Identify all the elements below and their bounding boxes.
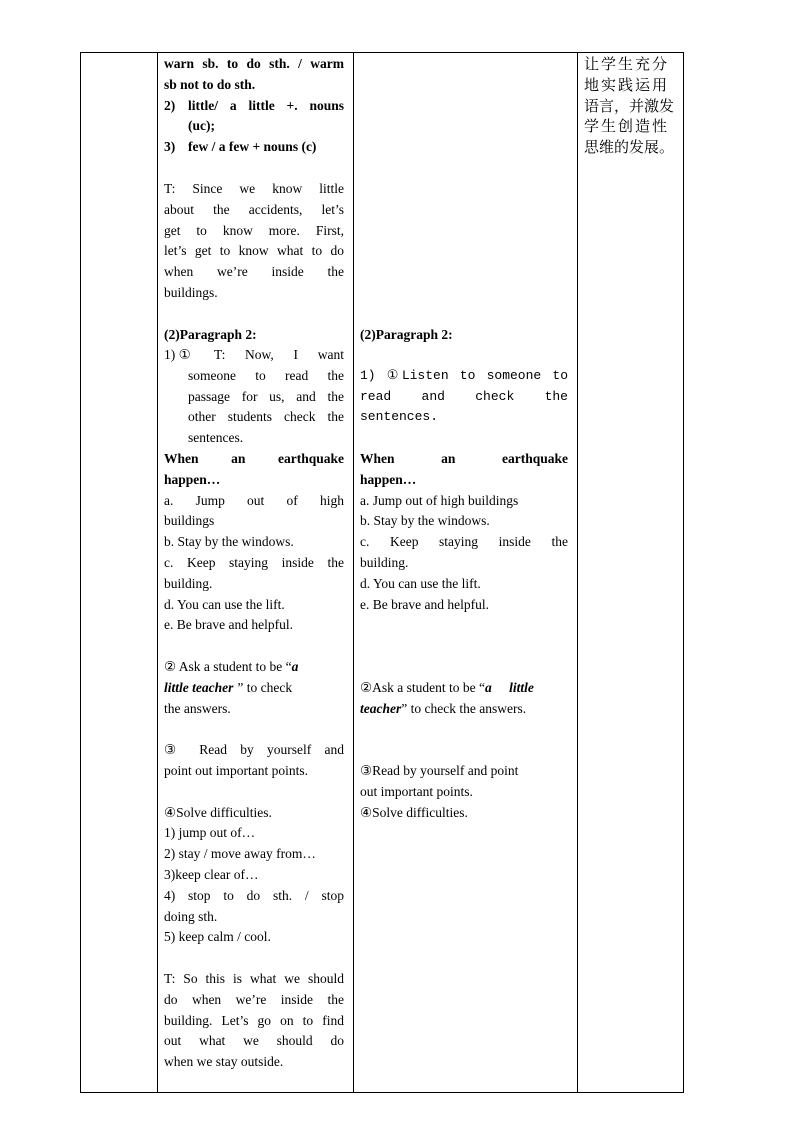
text-line: warn sb. to do sth. / warm bbox=[164, 56, 344, 71]
text-line: read and check the bbox=[360, 389, 568, 404]
text-line: about the accidents, let’s bbox=[164, 202, 344, 217]
text-line: 1) jump out of… bbox=[164, 825, 256, 840]
text-line: 4) stop to do sth. / stop bbox=[164, 888, 344, 903]
table-border-top bbox=[80, 52, 684, 53]
item-text: T: Now, I want bbox=[214, 347, 344, 362]
text-line: 1) ①Listen to someone to bbox=[360, 368, 568, 383]
text-run-bold-italic: a bbox=[291, 659, 299, 674]
item-number: 1) ① bbox=[164, 347, 191, 362]
text-line bbox=[360, 699, 568, 720]
column-divider-1 bbox=[157, 52, 158, 1093]
text-line: e. Be brave and helpful. bbox=[360, 597, 489, 612]
item-text: little/ a little +. nouns bbox=[188, 98, 344, 113]
text-line: c. Keep staying inside the bbox=[360, 534, 568, 549]
text-line: 让学生充分 bbox=[584, 55, 670, 73]
text-line: let’s get to know what to do bbox=[164, 243, 344, 258]
text-line: 地实践运用 bbox=[584, 76, 670, 94]
table-border-right bbox=[683, 52, 684, 1093]
text-line: out what we should do bbox=[164, 1033, 344, 1048]
text-line: building. bbox=[164, 576, 213, 591]
text-line: T: Since we know little bbox=[164, 181, 344, 196]
text-line: when we stay outside. bbox=[164, 1054, 284, 1069]
text-line: do when we’re inside the bbox=[164, 992, 344, 1007]
text-line: (uc); bbox=[188, 118, 215, 133]
text-line: happen… bbox=[164, 472, 221, 487]
text-line: ③Read by yourself and point bbox=[360, 763, 519, 778]
text-line: 学生创造性 bbox=[584, 117, 670, 135]
text-run: ” to check the answers. bbox=[401, 701, 527, 716]
text-line: d. You can use the lift. bbox=[164, 597, 285, 612]
text-line: 语言，并激发 bbox=[584, 97, 675, 115]
text-line: ④Solve difficulties. bbox=[164, 805, 272, 820]
text-line: sb not to do sth. bbox=[164, 77, 256, 92]
text-line: out important points. bbox=[360, 784, 473, 799]
text-run-bold-italic: little teacher bbox=[164, 680, 234, 695]
table-border-bottom bbox=[80, 1092, 684, 1093]
text-line: 5) keep calm / cool. bbox=[164, 929, 271, 944]
column-divider-3 bbox=[577, 52, 578, 1093]
text-run-bold-italic: a little bbox=[484, 680, 534, 695]
text-line: d. You can use the lift. bbox=[360, 576, 481, 591]
text-line: b. Stay by the windows. bbox=[360, 513, 490, 528]
text-line bbox=[360, 678, 568, 699]
lesson-plan-table bbox=[80, 52, 684, 1093]
text-line: When an earthquake bbox=[360, 451, 568, 466]
table-border-left bbox=[80, 52, 81, 1093]
text-run: ② Ask a student to be “ bbox=[164, 659, 292, 674]
text-line: other students check the bbox=[188, 409, 344, 424]
text-line: someone to read the bbox=[188, 368, 344, 383]
text-line: b. Stay by the windows. bbox=[164, 534, 294, 549]
item-number: 3) bbox=[164, 139, 176, 154]
text-line: e. Be brave and helpful. bbox=[164, 617, 293, 632]
text-run-bold-italic: teacher bbox=[360, 701, 402, 716]
column-divider-2 bbox=[353, 52, 354, 1093]
text-run: ②Ask a student to be “ bbox=[360, 680, 485, 695]
text-line bbox=[164, 657, 344, 678]
text-line: a. Jump out of high buildings bbox=[360, 493, 519, 508]
text-line: T: So this is what we should bbox=[164, 971, 344, 986]
text-line: happen… bbox=[360, 472, 417, 487]
text-line: When an earthquake bbox=[164, 451, 344, 466]
item-number: 2) bbox=[164, 98, 176, 113]
text-run: ” to check bbox=[237, 680, 293, 695]
section-heading: (2)Paragraph 2: bbox=[164, 327, 257, 342]
text-line: when we’re inside the bbox=[164, 264, 344, 279]
text-line: sentences. bbox=[360, 409, 439, 424]
text-line: sentences. bbox=[188, 430, 244, 445]
text-line: 3)keep clear of… bbox=[164, 867, 259, 882]
item-text: few / a few + nouns (c) bbox=[188, 139, 317, 154]
text-line: building. Let’s go on to find bbox=[164, 1013, 344, 1028]
text-line: get to know more. First, bbox=[164, 223, 344, 238]
text-line: ④Solve difficulties. bbox=[360, 805, 468, 820]
text-line: 2) stay / move away from… bbox=[164, 846, 316, 861]
text-line: passage for us, and the bbox=[188, 389, 344, 404]
text-line: a. Jump out of high bbox=[164, 493, 344, 508]
text-line: buildings bbox=[164, 513, 215, 528]
text-line: c. Keep staying inside the bbox=[164, 555, 344, 570]
text-line: buildings. bbox=[164, 285, 218, 300]
text-line: doing sth. bbox=[164, 909, 218, 924]
text-line bbox=[164, 678, 344, 699]
section-heading: (2)Paragraph 2: bbox=[360, 327, 453, 342]
text-line: building. bbox=[360, 555, 409, 570]
text-line: 思维的发展。 bbox=[584, 138, 675, 156]
text-line: ③ Read by yourself and bbox=[164, 742, 344, 757]
text-line: the answers. bbox=[164, 701, 231, 716]
text-line: point out important points. bbox=[164, 763, 308, 778]
